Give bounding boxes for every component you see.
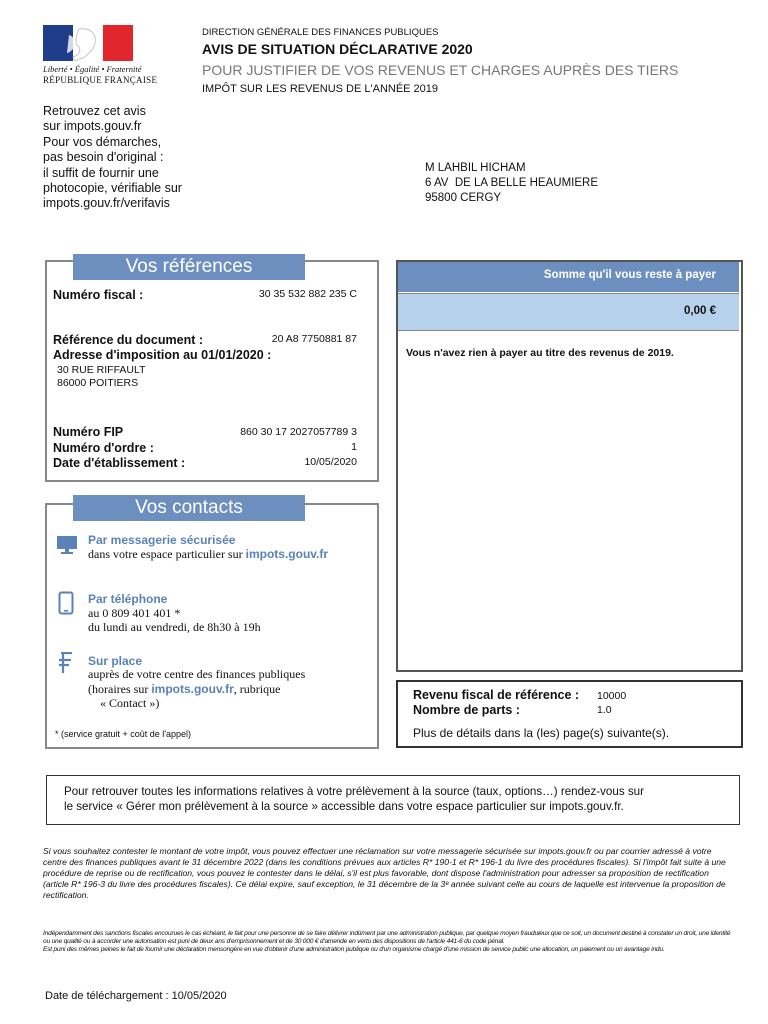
computer-icon bbox=[56, 535, 78, 555]
issue-date-label: Date d'établissement : bbox=[53, 456, 186, 470]
contact-place-text2 bbox=[88, 682, 280, 697]
info-box bbox=[46, 775, 740, 825]
references-title: Vos références bbox=[73, 254, 305, 280]
contact-phone-number: au 0 809 401 401 * bbox=[88, 606, 181, 620]
legal-contest: Si vous souhaitez contester le montant de votre impôt, vous pouvez effectuer une réclamation sur votre messagerie sécurisée sur impots.gouv.fr ou par courrier adressé à votre centre des finances publiques avant le 31 décembre 2022 (dans les conditions prévues aux articles R* 190-1 et R* 196-1 du livre des procédures fiscales). Si l'impôt fait suite à une procédure de reprise ou de rectification, vous pouvez le contester dans le délai, s'il est plus favorable, dont dispose l'administration pour adresser sa proposition de rectification (article R* 196-3 du livre des procédures fiscales). Ce délai expire, sauf exception, le 31 décembre de la 3ᵉ année suivant celle au cours de laquelle est intervenue la proposition de rectification. bbox=[43, 846, 726, 900]
payment-amount-row bbox=[398, 293, 739, 331]
fiscal-number-value: 30 35 532 882 235 C bbox=[258, 288, 357, 300]
tax-address-label: Adresse d'imposition au 01/01/2020 : bbox=[53, 348, 272, 362]
contact-phone-title: Par téléphone bbox=[88, 592, 168, 606]
phone-icon bbox=[58, 591, 74, 615]
recipient-city: 95800 CERGY bbox=[425, 192, 502, 204]
logo-republic: RÉPUBLIQUE FRANÇAISE bbox=[43, 75, 158, 85]
contact-message-title: Par messagerie sécurisée bbox=[88, 533, 236, 547]
place-hours-suffix: , rubrique bbox=[233, 682, 281, 696]
contact-place-text1: auprès de votre centre des finances publiques bbox=[88, 667, 306, 681]
legal-sanctions-p2: Est puni des mêmes peines le fait de fournir une déclaration mensongère en vue d'obtenir d'une administration publique ou d'un organisme chargé d'une mission de service public une allocation, un paiement ou un avantage indu. bbox=[43, 946, 665, 954]
contacts-title: Vos contacts bbox=[73, 495, 305, 521]
document-ref-value: 20 A8 7750881 87 bbox=[271, 333, 357, 345]
issue-date-value: 10/05/2020 bbox=[304, 456, 357, 468]
contact-place-title: Sur place bbox=[88, 654, 143, 668]
recipient-name: M LAHBIL HICHAM bbox=[425, 162, 526, 174]
rfr-label: Revenu fiscal de référence : bbox=[413, 688, 580, 702]
place-hours-prefix: (horaires sur bbox=[88, 682, 149, 696]
parts-value: 1.0 bbox=[597, 704, 612, 716]
building-icon bbox=[58, 652, 74, 674]
contact-phone-hours: du lundi au vendredi, de 8h30 à 19h bbox=[88, 620, 261, 634]
intro-text: Retrouvez cet avis sur impots.gouv.fr Pour vos démarches, pas besoin d'original : il suffit de fournir une photocopie, vérifiable sur impots.gouv.fr/verifavis bbox=[43, 104, 182, 211]
legal-sanctions bbox=[43, 930, 733, 955]
order-number-value: 1 bbox=[351, 441, 357, 453]
document-ref-label: Référence du document : bbox=[53, 333, 204, 347]
logo-motto: Liberté • Égalité • Fraternité bbox=[43, 64, 142, 74]
info-line2: le service « Gérer mon prélèvement à la source » accessible dans votre espace particulier sur impots.gouv.fr. bbox=[64, 800, 624, 813]
contact-message-desc: dans votre espace particulier sur bbox=[88, 547, 243, 561]
parts-label: Nombre de parts : bbox=[413, 703, 520, 717]
document-title: AVIS DE SITUATION DÉCLARATIVE 2020 bbox=[202, 41, 473, 57]
payment-header bbox=[398, 262, 739, 292]
recipient-street: 6 AV DE LA BELLE HEAUMIERE bbox=[425, 177, 598, 189]
contact-message-text bbox=[88, 547, 328, 562]
legal-sanctions-p1: Indépendamment des sanctions fiscales encourues le cas échéant, le fait pour une personne de se faire délivrer indûment par une administration publique, par quelque moyen frauduleux que ce soit, un document destiné à constater un droit, une identité ou une qualité ou à accorder une autorisation est puni de deux ans d'emprisonnement et de 30 000 € d'amende en vertu des dispositions de l'article 441-6 du code pénal. bbox=[43, 930, 731, 946]
fiscal-number-label: Numéro fiscal : bbox=[53, 288, 144, 302]
header-direction: DIRECTION GÉNÉRALE DES FINANCES PUBLIQUES bbox=[202, 27, 439, 38]
marianne-logo bbox=[43, 25, 163, 85]
payment-amount: 0,00 € bbox=[684, 305, 716, 317]
contact-place-text3: « Contact ») bbox=[100, 696, 160, 710]
fip-number-label: Numéro FIP bbox=[53, 425, 124, 439]
payment-message: Vous n'avez rien à payer au titre des revenus de 2019. bbox=[406, 347, 674, 359]
service-note: * (service gratuit + coût de l'appel) bbox=[55, 729, 192, 739]
details-note: Plus de détails dans la (les) page(s) suivante(s). bbox=[413, 726, 670, 740]
payment-header-text: Somme qu'il vous reste à payer bbox=[543, 269, 716, 281]
tax-address-line2: 86000 POITIERS bbox=[57, 377, 139, 389]
impots-link-place[interactable]: impots.gouv.fr bbox=[151, 682, 234, 696]
tax-address-line1: 30 RUE RIFFAULT bbox=[57, 364, 146, 376]
marianne-flag-icon bbox=[43, 25, 133, 61]
download-date: Date de téléchargement : 10/05/2020 bbox=[45, 990, 227, 1002]
impots-link[interactable]: impots.gouv.fr bbox=[245, 547, 329, 561]
fip-number-value: 860 30 17 2027057789 3 bbox=[240, 426, 357, 438]
recipient-address bbox=[425, 161, 598, 206]
document-subtitle: POUR JUSTIFIER DE VOS REVENUS ET CHARGES AUPRÈS DES TIERS bbox=[202, 62, 679, 78]
rfr-value: 10000 bbox=[597, 690, 627, 702]
order-number-label: Numéro d'ordre : bbox=[53, 441, 154, 455]
tax-year: IMPÔT SUR LES REVENUS DE L'ANNÉE 2019 bbox=[202, 83, 439, 95]
info-line1: Pour retrouver toutes les informations relatives à votre prélèvement à la source (taux, options…) rendez-vous sur bbox=[64, 785, 644, 798]
